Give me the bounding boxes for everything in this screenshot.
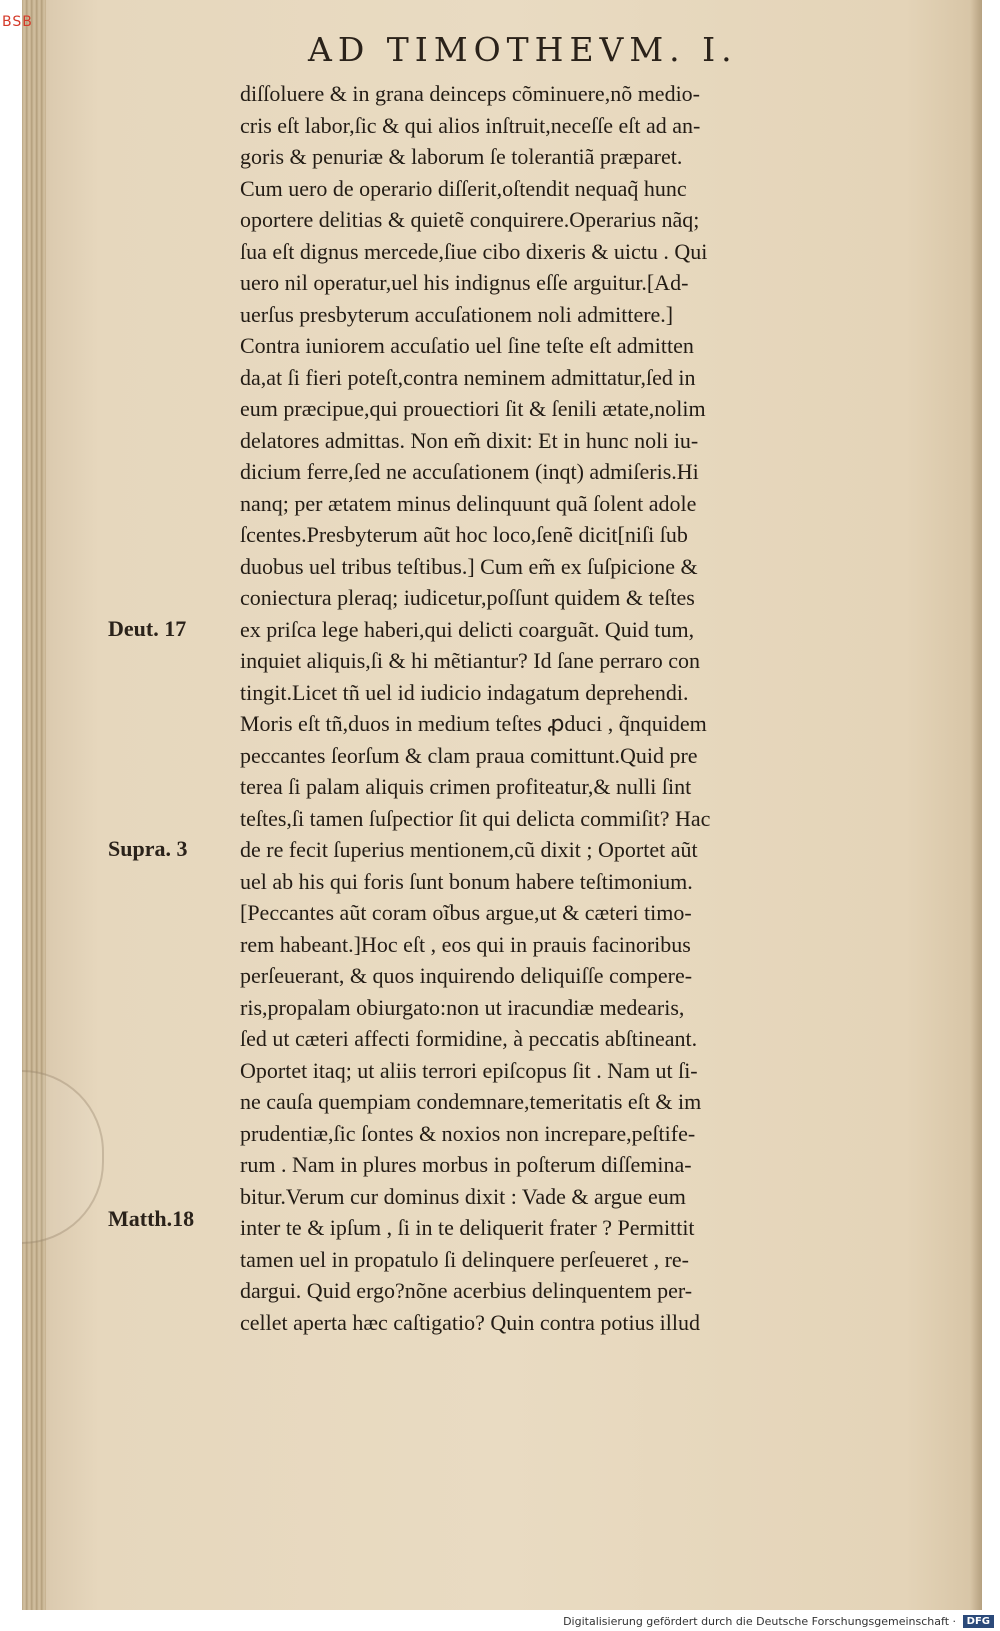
text-line: peccantes ſeorſum & clam praua comittunt.Quid pre [240, 742, 698, 768]
text-line: oportere delitias & quietẽ conquirere.Operarius nãq; [240, 207, 700, 232]
text-line: eum præcipue,qui prouectiori ſit & ſenili ætate,nolim [240, 396, 706, 421]
text-line: tamen uel in propatulo ſi delinquere perſeueret , re- [240, 1246, 689, 1272]
text-line: [Peccantes aũt coram oĩbus argue,ut & cæteri timo- [240, 900, 692, 925]
text-line: Cum uero de operario diſſerit,oſtendit nequaq̃ hunc [240, 175, 687, 201]
running-header: AD TIMOTHEVM. I. [308, 30, 738, 69]
text-line: da,at ſi fieri poteſt,contra neminem admittatur,ſed in [240, 364, 696, 390]
body-text [240, 78, 940, 1338]
footer-credit: Digitalisierung gefördert durch die Deutsche Forschungsgemeinschaft · [563, 1615, 956, 1628]
text-line: inquiet aliquis,ſi & hi mẽtiantur? Id ſane perraro con [240, 648, 701, 673]
text-line: bitur.Verum cur dominus dixit : Vade & argue eum [240, 1183, 686, 1209]
text-line: de re fecit ſuperius mentionem,cũ dixit ; Oportet aũt [240, 837, 698, 862]
text-line: uel ab his qui foris ſunt bonum habere teſtimonium. [240, 868, 693, 894]
clasp-imprint [22, 1070, 104, 1244]
text-line: terea ſi palam aliquis crimen profiteatur,& nulli ſint [240, 774, 692, 799]
text-line: dicium ferre,ſed ne accuſationem (inqt) admiſeris.Hi [240, 459, 699, 484]
text-line: teſtes,ſi tamen ſuſpectior ſit qui delicta commiſit? Hac [240, 805, 711, 831]
page-right-shadow [970, 0, 982, 1610]
text-line: prudentiæ,ſic ſontes & noxios non increpare,peſtife- [240, 1120, 696, 1146]
text-line: ſcentes.Presbyterum aũt hoc loco,ſenẽ dicit[niſi ſub [240, 522, 688, 547]
text-line: ris,propalam obiurgato:non ut iracundiæ medearis, [240, 994, 685, 1020]
text-line: dargui. Quid ergo?nõne acerbius delinquentem per- [240, 1278, 693, 1303]
text-line: ne cauſa quempiam condemnare,temeritatis eſt & im [240, 1089, 702, 1114]
text-line: ſed ut cæteri affecti formidine, à peccatis abſtineant. [240, 1026, 698, 1051]
text-line: uerſus presbyterum accuſationem noli admittere.] [240, 301, 674, 327]
text-line: Oportet itaq; ut aliis terrori epiſcopus ſit . Nam ut ſi- [240, 1057, 698, 1083]
text-line: inter te & ipſum , ſi in te deliquerit frater ? Permittit [240, 1215, 695, 1240]
text-line: nanq; per ætatem minus delinquunt quã ſolent adole [240, 490, 697, 516]
text-line: rem habeant.]Hoc eſt , eos qui in prauis facinoribus [240, 931, 691, 957]
text-line: coniectura pleraq; iudicetur,poſſunt quidem & teſtes [240, 585, 695, 610]
text-line: duobus uel tribus teſtibus.] Cum em̃ ex ſuſpicione & [240, 553, 698, 579]
margin-note-deut: Deut. 17 [108, 616, 187, 641]
text-line: cris eſt labor,ſic & qui alios inſtruit,neceſſe eſt ad an- [240, 112, 701, 138]
text-line: cellet aperta hæc caſtigatio? Quin contra potius illud [240, 1309, 701, 1335]
text-line: perſeuerant, & quos inquirendo deliquiſſe compere- [240, 963, 693, 988]
text-line: Moris eſt tñ,duos in medium teſtes ꝓduci , q̃nquidem [240, 711, 707, 736]
text-line: diſſoluere & in grana deinceps cõminuere,nõ medio- [240, 81, 701, 106]
text-line: rum . Nam in plures morbus in poſterum diſſemina- [240, 1152, 692, 1177]
margin-note-matth: Matth.18 [108, 1206, 195, 1231]
text-line: tingit.Licet tñ uel id iudicio indagatum deprehendi. [240, 679, 689, 705]
library-mark: BSB [2, 14, 33, 30]
text-line: delatores admittas. Non em̃ dixit: Et in hunc noli iu- [240, 427, 699, 453]
text-line: uero nil operatur,uel his indignus eſſe arguitur.[Ad- [240, 270, 689, 295]
dfg-logo: DFG [963, 1615, 994, 1628]
page-gutter-edge [22, 0, 46, 1610]
text-line: ex priſca lege haberi,qui delicti coarguãt. Quid tum, [240, 616, 695, 642]
text-line: Contra iuniorem accuſatio uel ſine teſte eſt admitten [240, 333, 694, 358]
footer-bar [0, 1610, 1000, 1631]
margin-note-supra: Supra. 3 [108, 836, 188, 861]
text-line: ſua eſt dignus mercede,ſiue cibo dixeris & uictu . Qui [240, 238, 708, 264]
text-line: goris & penuriæ & laborum ſe tolerantiã præparet. [240, 144, 683, 169]
